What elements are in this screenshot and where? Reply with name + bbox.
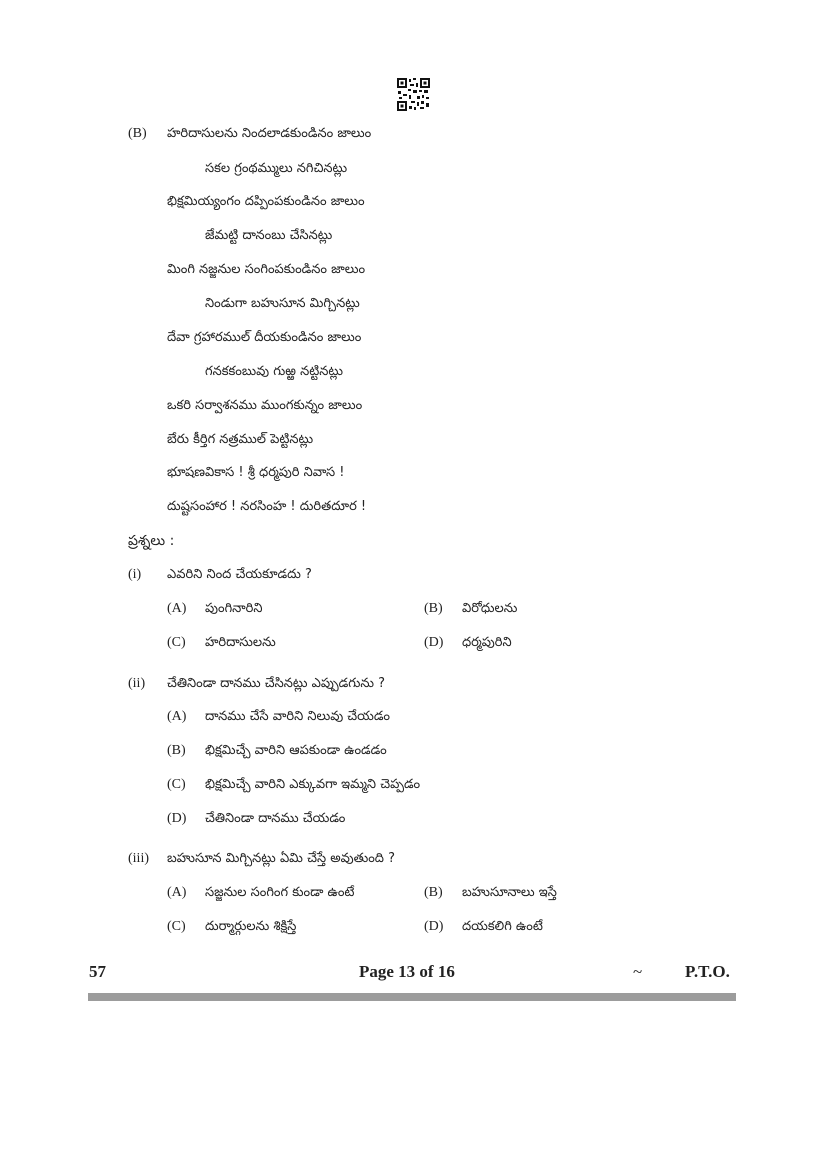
poem-line: మింగి నజ్జనుల సంగింపకుండినం జాలుం (167, 262, 366, 277)
option-text: పుంగినారిని (205, 601, 263, 616)
option-text: భిక్షమిచ్చే వారిని ఆపకుండా ఉండడం (205, 743, 387, 758)
question-number: (iii) (128, 851, 149, 866)
poem-line: నిండుగా బహుసూన మిగ్చినట్లు (205, 296, 360, 311)
poem-line: హరిదాసులను నిందలాడకుండినం జాలుం (167, 126, 372, 141)
option-text: ధర్మపురిని (462, 635, 512, 650)
option-text: దానము చేసే వారిని నిలువు చేయడం (205, 709, 390, 724)
footer-tilde: ~ (633, 962, 643, 981)
option-label: (B) (167, 743, 186, 758)
option-label: (D) (424, 635, 444, 650)
poem-line: ఒకరి సర్వాశనము ముంగకున్నం జాలుం (167, 398, 363, 413)
option-label: (A) (167, 601, 187, 616)
option-label: (B) (424, 601, 443, 616)
option-text: బహుసూనాలు ఇస్తే (462, 885, 557, 900)
question-number: (ii) (128, 676, 146, 691)
pto-label: P.T.O. (685, 962, 730, 981)
option-label: (C) (167, 777, 186, 792)
qr-code-icon (397, 78, 430, 111)
option-label: (D) (167, 811, 187, 826)
poem-line: బేరు కీర్తిగ నత్రముల్ పెట్టినట్లు (167, 432, 314, 447)
option-label: (D) (424, 919, 444, 934)
poem-label: (B) (128, 126, 147, 141)
option-text: సజ్జనుల సంగింగ కుండా ఉంటే (205, 885, 355, 900)
option-text: దుర్మార్గులను శిక్షిస్తే (205, 919, 297, 934)
question-text: ఎవరిని నింద చేయకూడదు ? (167, 567, 312, 582)
option-text: విరోధులను (462, 601, 518, 616)
paper-code: 57 (89, 962, 106, 981)
option-text: హరిదాసులను (205, 635, 276, 650)
option-label: (A) (167, 709, 187, 724)
poem-line: దేవా గ్రహారముల్ దీయకుండినం జాలుం (167, 330, 362, 345)
option-label: (B) (424, 885, 443, 900)
option-label: (C) (167, 919, 186, 934)
poem-line: భూషణవికాస ! శ్రీ ధర్మపురి నివాస ! (167, 465, 345, 480)
poem-line: దుష్టసంహార ! నరసింహ ! దురితదూర ! (167, 499, 367, 514)
poem-line: భిక్షమియ్యంగం దప్పింపకుండినం జాలుం (167, 194, 365, 209)
question-text: బహుసూన మిగ్చినట్లు ఏమి చేస్తే అవుతుంది ? (167, 851, 395, 866)
footer-rule (88, 993, 736, 1001)
page-number: Page 13 of 16 (359, 962, 455, 981)
questions-heading: ప్రశ్నలు : (128, 533, 175, 549)
option-text: భిక్షమిచ్చే వారిని ఎక్కువగా ఇమ్మని చెప్పడం (205, 777, 421, 792)
option-label: (A) (167, 885, 187, 900)
poem-line: సకల గ్రంథమ్ములు నగిచినట్లు (205, 161, 348, 176)
question-number: (i) (128, 567, 142, 582)
option-text: దయకలిగి ఉంటే (462, 919, 543, 934)
option-text: చేతినిండా దానము చేయడం (205, 811, 346, 826)
poem-line: గనకకంబువు గుఱ్ఱ నట్టినట్లు (205, 364, 343, 379)
question-text: చేతినిండా దానము చేసినట్లు ఎప్పుడగును ? (167, 676, 385, 691)
option-label: (C) (167, 635, 186, 650)
poem-line: జేమట్టి దానంబు చేసినట్లు (205, 228, 333, 243)
